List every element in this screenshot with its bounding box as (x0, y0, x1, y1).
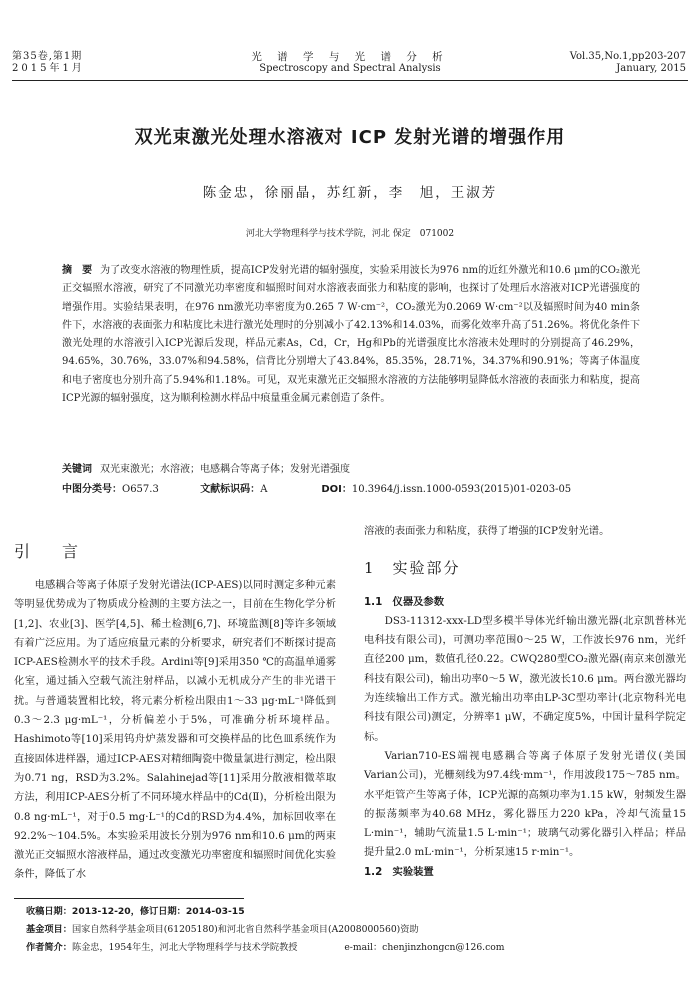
section-1-heading: 1 实验部分 (364, 559, 461, 578)
journal-name-en: Spectroscopy and Spectral Analysis (259, 63, 441, 74)
clc-value: O657.3 (122, 484, 159, 495)
abstract (62, 262, 640, 408)
journal-name-cn: 光 谱 学 与 光 谱 分 析 (251, 51, 449, 63)
header-divider (12, 80, 688, 81)
funding-label: 基金项目： (26, 924, 72, 935)
subsection-1-2-heading: 1.2 实验装置 (364, 865, 434, 878)
intro-heading: 引 言 (14, 542, 87, 561)
issue-date: 2015年1月 (12, 63, 85, 74)
intro-body (14, 576, 336, 885)
doi-label: DOI： (321, 484, 352, 495)
doc-code-value: A (260, 484, 268, 495)
instrument-paragraph-1: DS3-11312-xxx-LD型多模半导体光纤输出激光器(北京凯普林光电科技有限公司)，可测功率范围0～25 W，工作波长976 nm，光纤直径200 μm，数值孔径0.22。CWQ280型CO₂激光器(南京来创激光科技有限公司)，输出功率0～5 W，激光波长10.6 μm。两台激光器均为连续输出工作方式。激光输出功率由LP-3C型功率计(北京物科光电科技有限公司)测定，分辨率1 μW，不确定度5%，中国计量科学院定标。 (364, 614, 686, 743)
author-email: e-mail：chenjinzhongcn@126.com (344, 942, 505, 953)
author-affiliation: 河北大学物理科学与技术学院，河北 保定 071002 (245, 229, 455, 239)
vol-pages: Vol.35,No.1,pp203-207 (569, 51, 686, 62)
received-dates: 收稿日期：2013-12-20，修订日期：2014-03-15 (26, 906, 245, 917)
instrument-paragraph-2: Varian710-ES端视电感耦合等离子体原子发射光谱仪(美国Varian公司)，光栅刻线为97.4线·mm⁻¹，作用波段175～785 nm。水平炬管产生等离子体，ICP光源的高频功率为1.15 kW，射频发生器的振荡频率为40.68 MHz，雾化器压力220 kPa，冷却气流量15 L·min⁻¹，辅助气流量1.5 L·min⁻¹；玻璃气动雾化器引入样品；样品提升量2.0 mL·min⁻¹，分析泵速15 r·min⁻¹。 (364, 749, 686, 859)
volume-issue: 第35卷,第1期 (12, 51, 83, 62)
intro-tail: 溶液的表面张力和粘度，获得了增强的ICP发射光谱。 (364, 525, 610, 537)
month-year: January, 2015 (616, 63, 686, 74)
footnote-divider (14, 898, 244, 899)
author-bio-text: 陈金忠，1954年生，河北大学物理科学与技术学院教授 (71, 942, 298, 953)
paper-authors: 陈金忠，徐丽晶，苏红新，李 旭，王淑芳 (202, 185, 498, 201)
footnote-author (26, 939, 686, 957)
footnote-dates (26, 903, 686, 921)
journal-pages-info (570, 51, 686, 75)
subsection-1-1-heading: 1.1 仪器及参数 (364, 595, 445, 608)
footnote-funding (26, 921, 686, 939)
author-bio-label: 作者简介： (26, 942, 72, 953)
doi-value: 10.3964/j.issn.1000-0593(2015)01-0203-05 (351, 484, 572, 495)
funding-text: 国家自然科学基金项目(61205180)和河北省自然科学基金项目(A2008000560)资助 (71, 924, 419, 935)
paper-title: 双光束激光处理水溶液对 ICP 发射光谱的增强作用 (134, 127, 566, 148)
keywords (62, 461, 640, 479)
clc-label: 中图分类号： (62, 484, 122, 495)
classification-line (62, 481, 662, 499)
doc-code-label: 文献标识码： (200, 484, 261, 495)
abstract-text: 为了改变水溶液的物理性质，提高ICP发射光谱的辐射强度，实验采用波长为976 nm的近红外激光和10.6 μm的CO₂激光正交辐照水溶液，研究了不同激光功率密度和辐照时间对水溶液表面张力和粘度的影响，也探讨了处理后水溶液对ICP光谱强度的增强作用。实验结果表明，在976 nm激光功率密度为0.265 7 W·cm⁻²，CO₂激光为0.2069 W·cm⁻²以及辐照时间为40 min条件下，水溶液的表面张力和粘度比未进行激光处理时的分别减小了42.13%和14.03%，而雾化效率升高了51.26%。将优化条件下激光处理的水溶液引入ICP光源后发现，样品元素As，Cd，Cr，Hg和Pb的光谱强度比水溶液未处理时的分别提高了46.29%，94.65%，30.76%，33.07%和94.58%，信背比分别增大了43.84%，85.35%，28.71%，34.37%和90.91%；等离子体温度和电子密度也分别升高了5.94%和1.18%。可见，双光束激光正交辐照水溶液的方法能够明显降低水溶液的表面张力和粘度，提高ICP光源的辐射强度，这为顺利检测水样品中痕量重金属元素创造了条件。 (62, 265, 640, 405)
right-column (364, 522, 686, 882)
keywords-label: 关键词 (62, 464, 92, 475)
abstract-label: 摘 要 (62, 265, 93, 276)
keywords-text: 双光束激光；水溶液；电感耦合等离子体；发射光谱强度 (100, 464, 350, 475)
intro-paragraph: 电感耦合等离子体原子发射光谱法(ICP-AES)以同时测定多种元素等明显优势成为了物质成分检测的主要方法之一，目前在生物化学分析[1,2]、农业[3]、医学[4,5]、稀土检测[6,7]、环境监测[8]等许多领域有着广泛应用。为了适应痕量元素的分析要求，研究者们不断探讨提高ICP-AES检测水平的技术手段。Ardini等[9]采用350 ℃的高温单通雾化室，通过插入空载气流注射样品，以减小无机成分产生的非光谱干扰。与普通装置相比较，将元素分析检出限由1～33 μg·mL⁻¹降低到0.3～2.3 μg·mL⁻¹，分析偏差小于5%，可准确分析环境样品。Hashimoto等[10]采用钨舟炉蒸发器和可交换样品的比色皿系统作为直接固体进样器，通过ICP-AES对精细陶瓷中微量氯进行测定，检出限为0.71 ng，RSD为3.2%。Salahinejad等[11]采用分散液相微萃取方法，利用ICP-AES分析了不同环境水样品中的Cd(Ⅱ)，分析检出限为0.8 ng·mL⁻¹，对于0.5 mg·L⁻¹的Cd的RSD为4.4%，加标回收率在92.2%～104.5%。本实验采用波长分别为976 nm和10.6 μm的两束激光正交辐照水溶液样品，通过改变激光功率密度和辐照时间优化实验条件，降低了水 (14, 579, 336, 881)
